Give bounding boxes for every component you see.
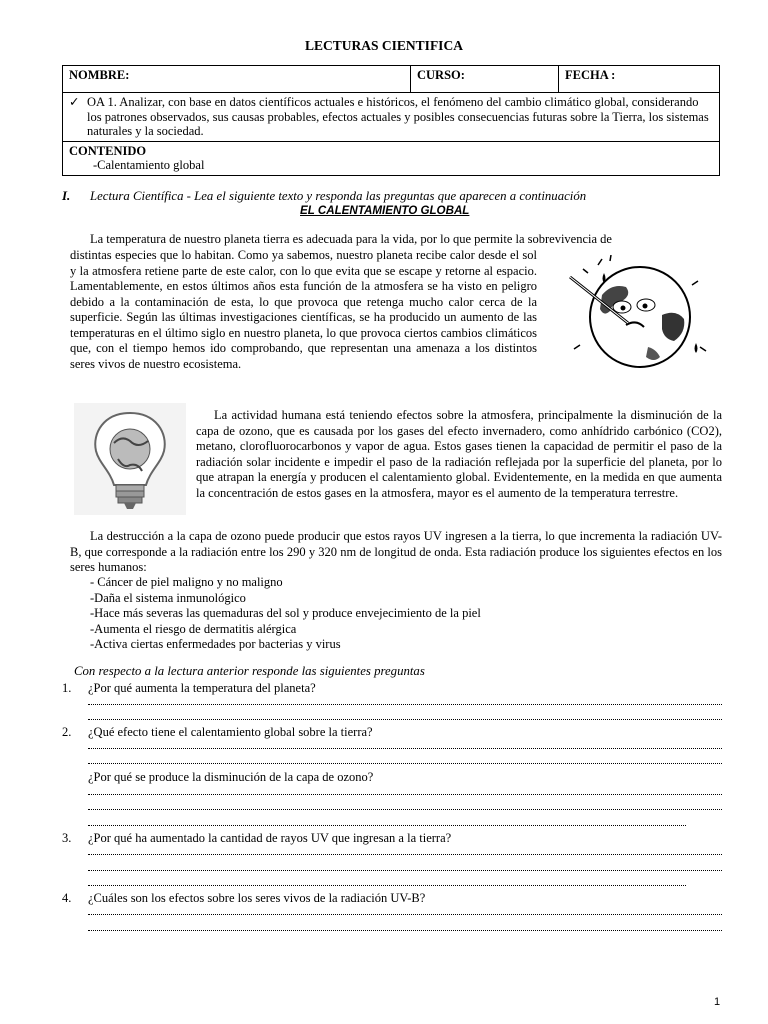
paragraph-1-first-text: La temperatura de nuestro planeta tierra es adecuada para la vida, por lo que permite la sobrevivencia de xyxy=(90,232,612,246)
content-cell xyxy=(63,141,720,175)
effects-list xyxy=(90,575,481,653)
contenido-label: CONTENIDO xyxy=(69,143,147,158)
list-item: - Cáncer de piel maligno y no maligno xyxy=(90,575,283,589)
sick-earth-illustration xyxy=(550,255,722,375)
question-number: 3. xyxy=(62,831,72,845)
answer-line[interactable] xyxy=(88,824,686,826)
questions-header: Con respecto a la lectura anterior responde las siguientes preguntas xyxy=(74,664,425,678)
answer-line[interactable] xyxy=(88,884,686,886)
question-number: 4. xyxy=(62,891,72,905)
question-text: ¿Por qué se produce la disminución de la capa de ozono? xyxy=(88,770,374,784)
answer-line[interactable] xyxy=(88,869,722,871)
paragraph-3: La destrucción a la capa de ozono puede producir que estos rayos UV ingresen a la tierra, lo que incrementa la radiación UV-B, que corresponde a la radiación entre los 290 y 320 nm de longitud de onda. Esta radiación produce los siguientes efectos en los seres humanos: xyxy=(70,529,722,574)
checkmark-icon: ✓ xyxy=(69,95,80,109)
list-item: -Hace más severas las quemaduras del sol y produce envejecimiento de la piel xyxy=(90,606,481,620)
student-info-table xyxy=(62,65,720,176)
question-text: ¿Qué efecto tiene el calentamiento global sobre la tierra? xyxy=(88,725,373,739)
answer-line[interactable] xyxy=(88,747,722,749)
objective-cell xyxy=(63,93,720,142)
section-instruction: Lectura Científica - Lea el siguiente texto y responda las preguntas que aparecen a continuación xyxy=(90,189,587,203)
paragraph-2: La actividad humana está teniendo efectos sobre la atmosfera, principalmente la disminución de la capa de ozono, que es causada por los gases del efecto invernadero, como anhídrido carbónico (CO2), metano, clorofluorocarbonos y vapor de agua. Estos gases tienen la capacidad de permitir el paso de la radiación solar incidente e impedir el paso de la radiación reflejada por la superficie del planeta, por lo que atrapan la energía y producen el calentamiento global. Evidentemente, en la medida en que aumenta la concentración de estos gases en la atmosfera, mayor es el aumento de la temperatura terrestre. xyxy=(196,408,722,500)
list-item: -Daña el sistema inmunológico xyxy=(90,590,246,605)
answer-line[interactable] xyxy=(88,929,722,931)
paragraph-1-first-line xyxy=(70,232,722,248)
question-number: 1. xyxy=(62,681,72,695)
section-number: I. xyxy=(62,188,71,203)
question-text: ¿Por qué aumenta la temperatura del planeta? xyxy=(88,681,316,695)
melting-earth-lightbulb-illustration xyxy=(74,403,186,515)
question-text: ¿Cuáles son los efectos sobre los seres vivos de la radiación UV-B? xyxy=(88,891,426,905)
answer-line[interactable] xyxy=(88,762,722,764)
paragraph-1-body: distintas especies que lo habitan. Como ya sabemos, nuestro planeta recibe calor desde el sol y la atmosfera retiene parte de este calor, con lo que evita que se escape y retorne al espacio. Lamentablemente, en estos últimos años esta función de la atmosfera se ha visto en peligro debido a la contaminación de esta, lo que provoca que retenga mucho calor cerca de la superficie. Según las últimas investigaciones científicas, se ha producido un aumento de las temperaturas en el último siglo en nuestro planeta, lo que provoca ciertos cambios climáticos que, con el tiempo hemos ido comprobando, que representan una amenaza a los distintos seres vivos de nuestro ecosistema. xyxy=(70,248,537,371)
curso-label: CURSO: xyxy=(411,66,559,93)
answer-line[interactable] xyxy=(88,703,722,705)
question-number: 2. xyxy=(62,725,72,739)
answer-line[interactable] xyxy=(88,793,722,795)
nombre-label: NOMBRE: xyxy=(63,66,411,93)
question-text: ¿Por qué ha aumentado la cantidad de rayos UV que ingresan a la tierra? xyxy=(88,831,452,845)
list-item: -Aumenta el riesgo de dermatitis alérgica xyxy=(90,621,297,636)
answer-line[interactable] xyxy=(88,718,722,720)
answer-line[interactable] xyxy=(88,853,722,855)
reading-title: EL CALENTAMIENTO GLOBAL xyxy=(300,204,470,217)
list-item: -Activa ciertas enfermedades por bacterias y virus xyxy=(90,637,341,651)
fecha-label: FECHA : xyxy=(559,66,720,93)
objective-text: OA 1. Analizar, con base en datos científicos actuales e históricos, el fenómeno del cambio climático global, considerando los patrones observados, sus causas probables, efectos actuales y posibles consecuencias futuras sobre la Tierra, los sistemas naturales y la sociedad. xyxy=(87,95,709,138)
answer-line[interactable] xyxy=(88,913,722,915)
contenido-text: -Calentamiento global xyxy=(93,158,205,172)
page-number: 1 xyxy=(714,996,721,1008)
answer-line[interactable] xyxy=(88,808,722,810)
page-title: LECTURAS CIENTIFICA xyxy=(305,38,463,53)
